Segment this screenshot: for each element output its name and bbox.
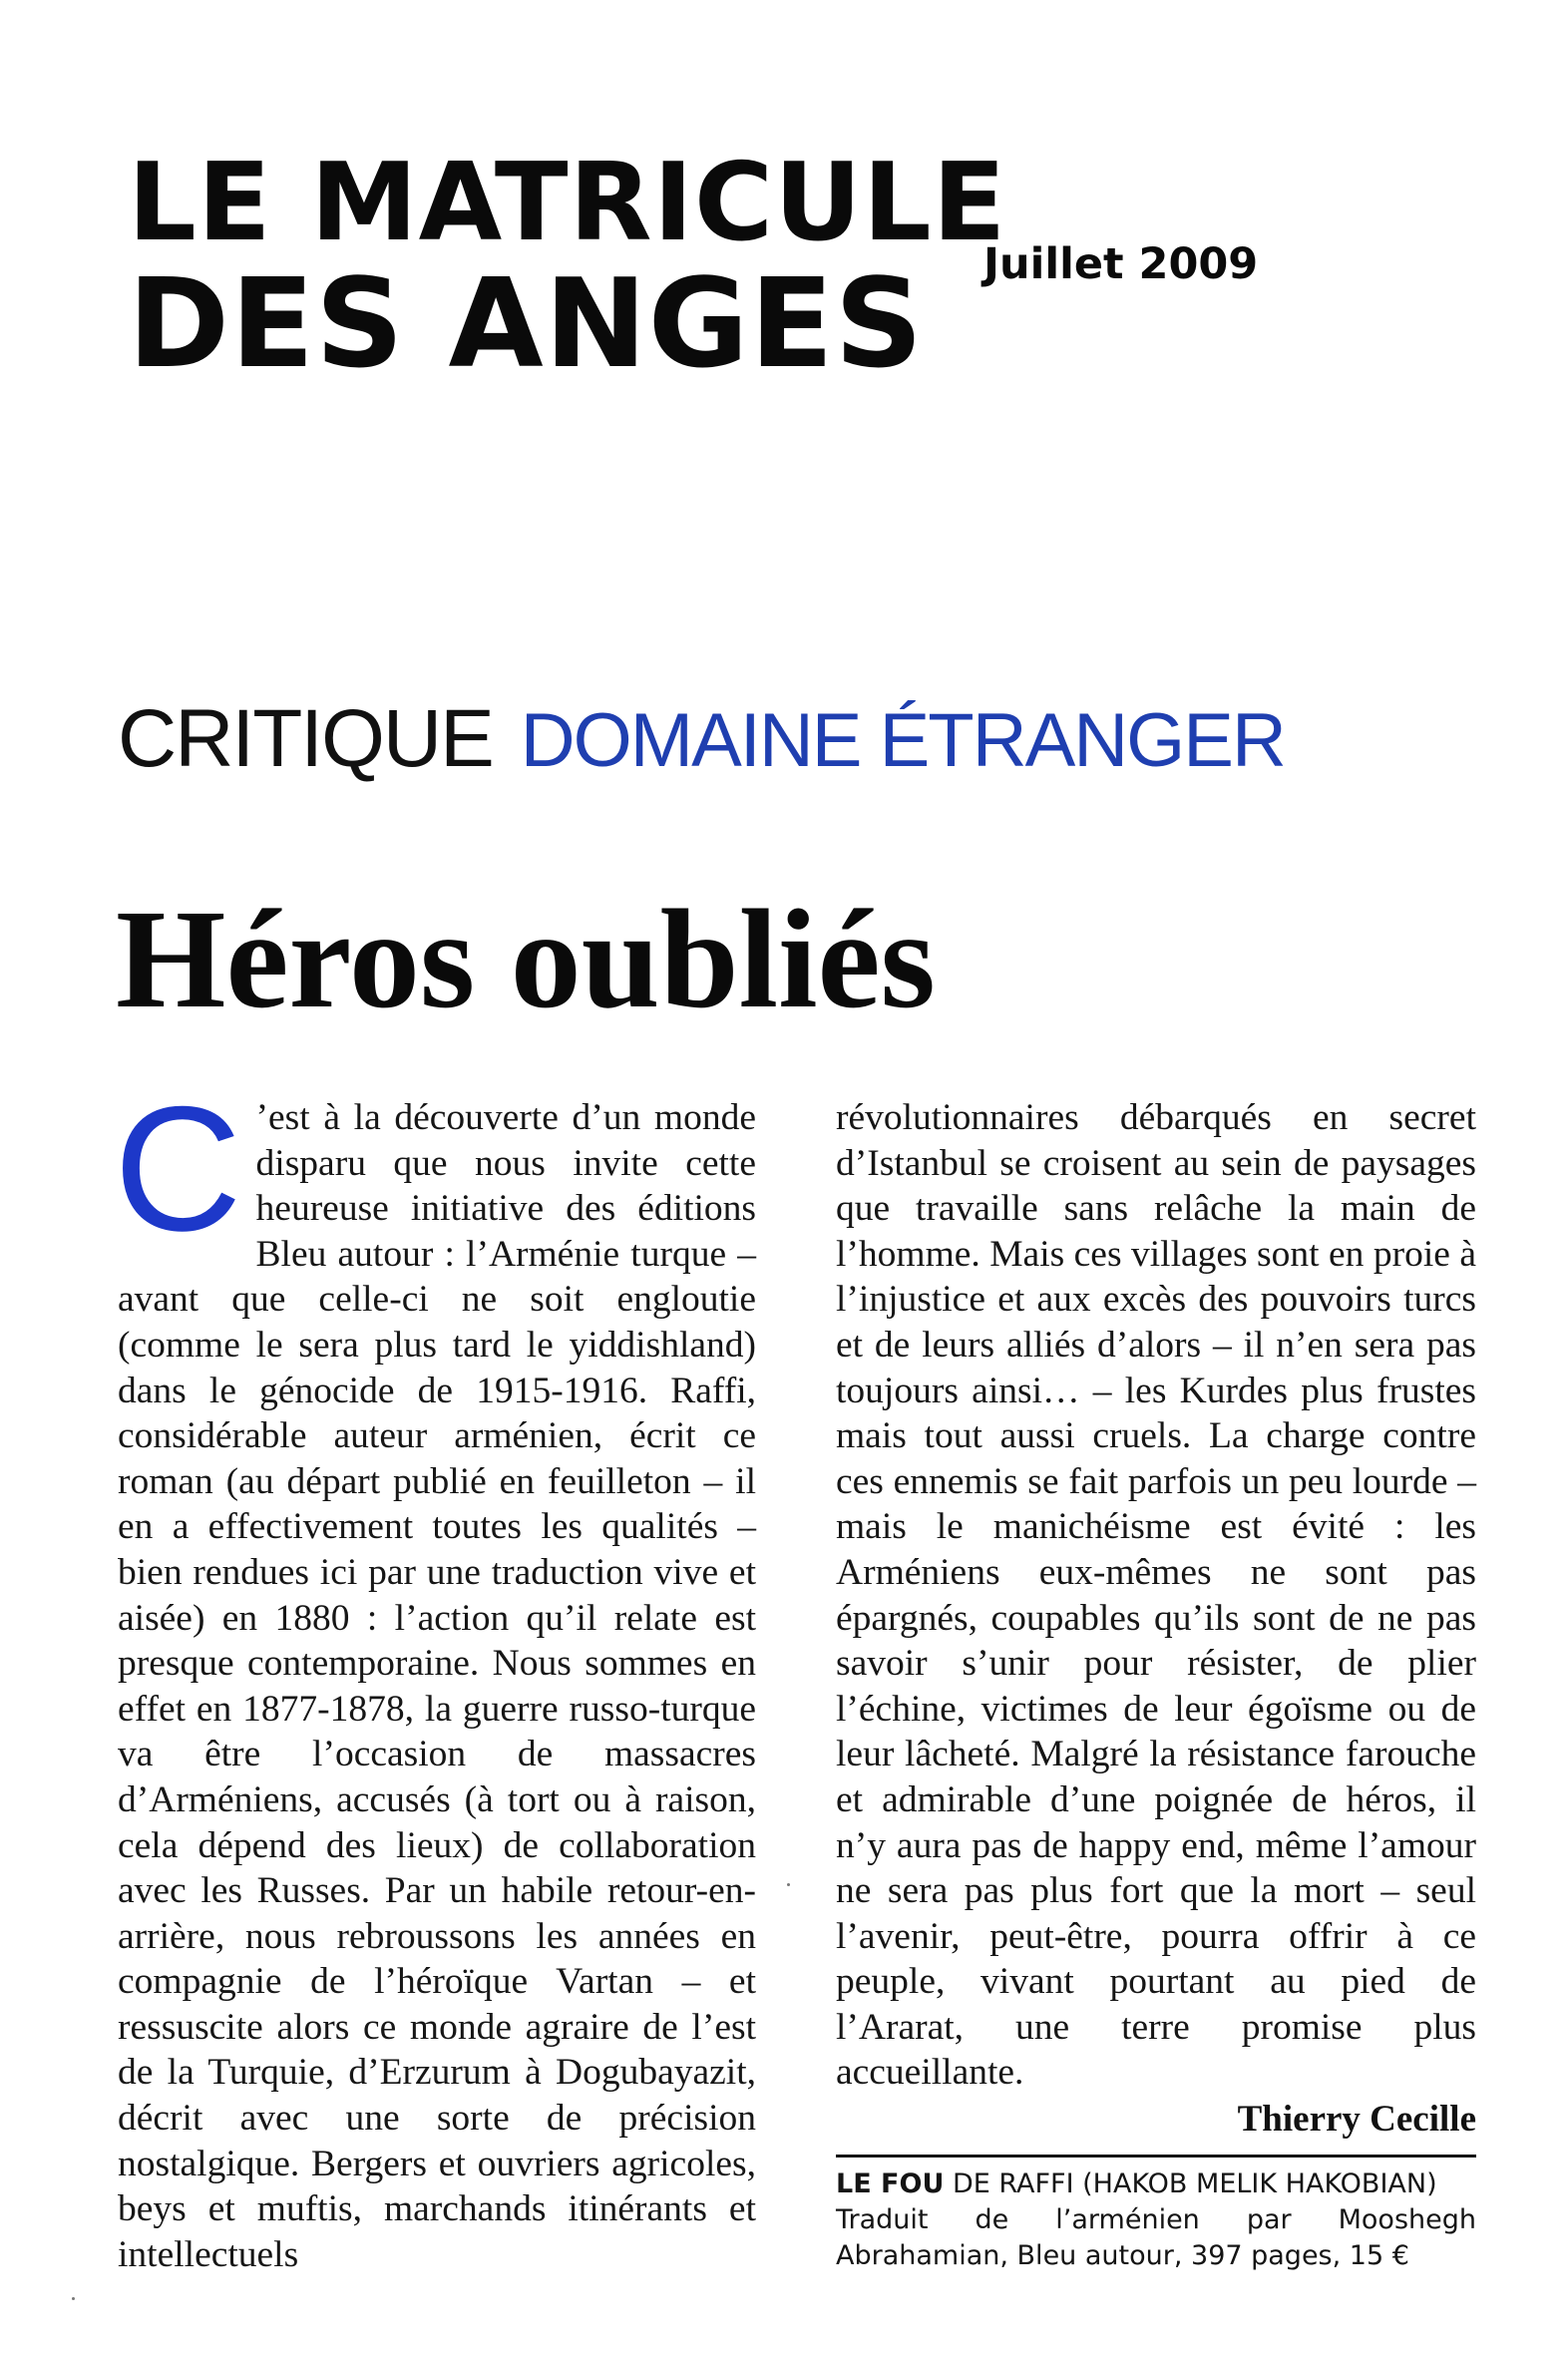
book-info-divider — [836, 2155, 1476, 2158]
article-column-2 — [836, 1095, 1476, 2096]
article-column-1 — [114, 1069, 756, 2277]
rubric-section: CRITIQUE — [118, 693, 493, 784]
book-title: LE FOU — [836, 2168, 945, 2199]
article-author: Thierry Cecille — [1237, 2099, 1476, 2140]
article-title: Héros oubliés — [116, 880, 936, 1037]
column-1-text: ’est à la découverte d’un monde disparu que nous invite cette heureuse initiative des éditions Bleu autour : l’Arménie turque – avant que celle-ci ne soit engloutie (comme le sera plus tard le yiddishland) dans le génocide de 1915-1916. Raffi, considérable auteur arménien, écrit ce roman (au départ publié en feuilleton – il en a effectivement toutes les qualités – bien rendues ici par une traduction vive et aisée) en 1880 : l’action qu’il relate est presque contemporaine. Nous sommes en effet en 1877-1878, la guerre russo-turque va être l’occasion de massacres d’Arméniens, accusés (à tort ou à raison, cela dépend des lieux) de collaboration avec les Russes. Par un habile retour-en-arrière, nous rebroussons les années en compagnie de l’héroïque Vartan – et ressuscite alors ce monde agraire de l’est de la Turquie, d’Erzurum à Dogubayazit, décrit avec une sorte de précision nostalgique. Bergers et ouvriers agricoles, beys et muftis, marchands itinérants et intellectuels — [118, 1097, 756, 2275]
masthead — [128, 141, 1007, 396]
drop-cap: C — [114, 1069, 242, 1268]
masthead-line-2: DES ANGES — [128, 253, 925, 396]
rubric — [118, 693, 1285, 784]
book-author: DE RAFFI (HAKOB MELIK HAKOBIAN) — [944, 2168, 1437, 2199]
book-details: Traduit de l’arménien par Mooshegh Abrahamian, Bleu autour, 397 pages, 15 € — [836, 2204, 1476, 2271]
print-speck — [787, 1883, 790, 1886]
book-title-line — [836, 2166, 1476, 2202]
masthead-line-1: LE MATRICULE — [128, 141, 1007, 265]
column-2-text: révolutionnaires débarqués en secret d’Istanbul se croisent au sein de paysages que travaille sans relâche la main de l’homme. Mais ces villages sont en proie à l’injustice et aux excès des pouvoirs turcs et de leurs alliés d’alors – il n’en sera pas toujours ainsi… – les Kurdes plus frustes mais tout aussi cruels. La charge contre ces ennemis se fait parfois un peu lourde – mais le manichéisme est évité : les Arméniens eux-mêmes ne sont pas épargnés, coupables qu’ils sont de ne pas savoir s’unir pour résister, de plier l’échine, victimes de leur égoïsme ou de leur lâcheté. Malgré la résistance farouche et admirable d’une poignée de héros, il n’y aura pas de happy end, même l’amour ne sera pas plus fort que la mort – seul l’avenir, peut-être, pourra offrir à ce peuple, vivant pourtant au pied de l’Ararat, une terre promise plus accueillante. — [836, 1097, 1476, 2094]
rubric-subsection: DOMAINE ÉTRANGER — [520, 698, 1285, 783]
print-speck — [72, 2297, 75, 2300]
book-info — [836, 2166, 1476, 2274]
issue-date: Juillet 2009 — [983, 239, 1259, 289]
